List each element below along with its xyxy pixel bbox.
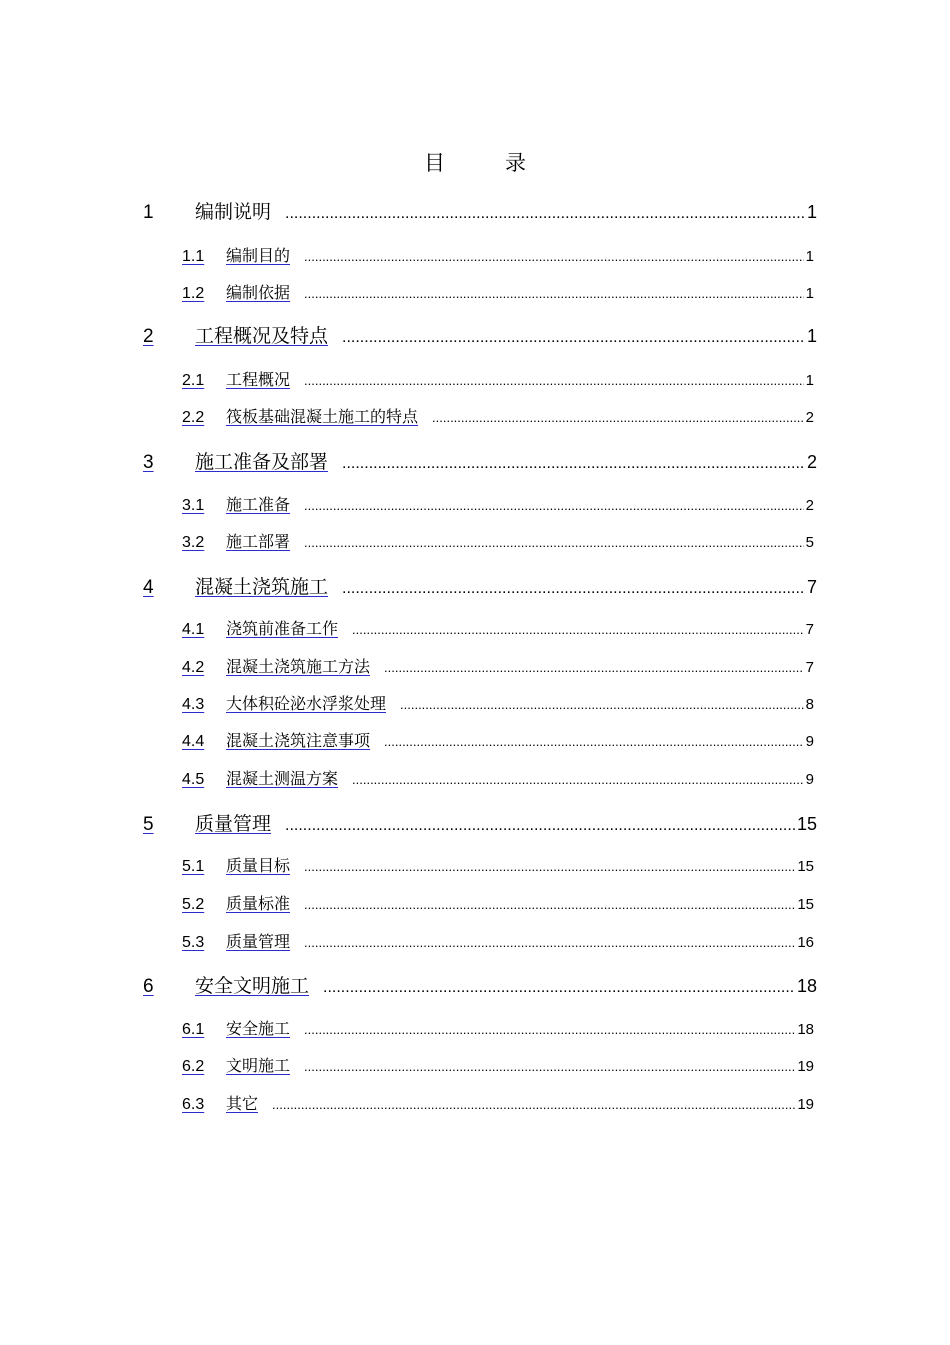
toc-entry-label: 质量管理: [226, 932, 291, 951]
toc-entry-label: 安全文明施工: [195, 975, 310, 997]
toc-entry-page: 7: [805, 621, 814, 638]
toc-entry[interactable]: [182, 280, 814, 303]
toc-entry-page: 18: [797, 1021, 814, 1038]
toc-entry-label: 工程概况及特点: [195, 325, 329, 347]
toc-entry-page: 5: [805, 534, 814, 551]
toc-dot-leader: [285, 205, 805, 223]
toc-entry[interactable]: [182, 492, 814, 515]
toc-entry-number: 4.1: [182, 621, 205, 638]
toc-dot-leader: [285, 817, 795, 835]
toc-entry[interactable]: [182, 367, 814, 390]
toc-entry-number: 1.2: [182, 285, 205, 302]
toc-entry-page: 1: [805, 248, 814, 265]
toc-entry-number: 6.1: [182, 1021, 205, 1038]
toc-entry-number: 5: [143, 814, 154, 835]
toc-dot-leader: [304, 249, 804, 264]
toc-entry-label: 质量管理: [195, 813, 272, 835]
toc-title-char-2: 录: [505, 151, 526, 175]
toc-entry-label: 混凝土浇筑施工方法: [226, 657, 371, 676]
toc-entry-page: 7: [805, 659, 814, 676]
toc-entry[interactable]: [182, 891, 814, 914]
toc-entry-page: 2: [805, 409, 814, 426]
toc-entry-label: 工程概况: [226, 370, 291, 389]
toc-entry-number: 1.1: [182, 248, 205, 265]
toc-dot-leader: [304, 498, 804, 513]
toc-entry-label: 编制说明: [195, 201, 272, 223]
toc-entry-label: 大体积砼泌水浮浆处理: [226, 694, 387, 713]
toc-entry-number: 5.1: [182, 858, 205, 875]
toc-entry-label: 其它: [226, 1094, 259, 1113]
toc-title-char-1: 目: [424, 151, 445, 175]
toc-dot-leader: [323, 979, 795, 997]
toc-entry-number: 2.2: [182, 409, 205, 426]
toc-entry[interactable]: [182, 1016, 814, 1039]
toc-entry[interactable]: [182, 616, 814, 639]
toc-entry-number: 6.2: [182, 1058, 205, 1075]
toc-entry[interactable]: [182, 728, 814, 751]
toc-entry-page: 15: [796, 814, 817, 834]
toc-entry-page: 16: [797, 934, 814, 951]
toc-entry-label: 混凝土测温方案: [226, 769, 339, 788]
toc-entry-page: 15: [797, 896, 814, 913]
toc-entry-page: 9: [805, 771, 814, 788]
toc-entry-number: 3.2: [182, 534, 205, 551]
toc-entry-label: 施工准备及部署: [195, 451, 329, 473]
toc-dot-leader: [342, 455, 805, 473]
toc-entry-label: 质量目标: [226, 856, 291, 875]
toc-entry-number: 3: [143, 452, 154, 473]
toc-dot-leader: [384, 734, 804, 749]
toc-entry-label: 质量标准: [226, 894, 291, 913]
toc-entry-page: 19: [797, 1058, 814, 1075]
toc-dot-leader: [352, 622, 804, 637]
toc-entry-number: 4.2: [182, 659, 205, 676]
toc-entry-label: 编制依据: [226, 283, 291, 302]
toc-dot-leader: [304, 535, 804, 550]
toc-entry-number: 3.1: [182, 497, 205, 514]
toc-dot-leader: [384, 660, 804, 675]
toc-entry-label: 混凝土浇筑施工: [195, 576, 329, 598]
toc-entry[interactable]: [182, 1053, 814, 1076]
toc-entry-label: 施工部署: [226, 532, 291, 551]
toc-entry-page: 1: [805, 372, 814, 389]
toc-entry-number: 6: [143, 976, 154, 997]
toc-entry-label: 筏板基础混凝土施工的特点: [226, 407, 419, 426]
toc-entry-label: 混凝土浇筑注意事项: [226, 731, 371, 750]
toc-entry-page: 2: [805, 497, 814, 514]
toc-entry-number: 5.2: [182, 896, 205, 913]
toc-entry-page: 9: [805, 733, 814, 750]
toc-dot-leader: [304, 373, 804, 388]
toc-entry-page: 8: [805, 696, 814, 713]
toc-dot-leader: [352, 772, 804, 787]
toc-entry[interactable]: [182, 529, 814, 552]
toc-entry-number: 4.4: [182, 733, 205, 750]
toc-entry-label: 文明施工: [226, 1056, 291, 1075]
toc-entry[interactable]: [143, 197, 817, 224]
toc-entry-page: 15: [797, 858, 814, 875]
toc-entry[interactable]: [143, 971, 817, 998]
toc-entry[interactable]: [143, 572, 817, 599]
toc-dot-leader: [304, 935, 795, 950]
toc-entry[interactable]: [143, 321, 817, 348]
toc-entry-page: 7: [806, 577, 817, 597]
toc-dot-leader: [304, 859, 795, 874]
toc-entry-number: 4.5: [182, 771, 205, 788]
toc-entry[interactable]: [182, 929, 814, 952]
toc-entry[interactable]: [182, 853, 814, 876]
toc-entry-page: 18: [796, 976, 817, 996]
toc-dot-leader: [304, 1022, 795, 1037]
toc-dot-leader: [342, 329, 805, 347]
toc-entry[interactable]: [143, 447, 817, 474]
toc-dot-leader: [304, 1059, 795, 1074]
toc-dot-leader: [272, 1097, 795, 1112]
toc-entry[interactable]: [182, 691, 814, 714]
toc-entry-number: 2.1: [182, 372, 205, 389]
toc-entry[interactable]: [182, 1091, 814, 1114]
toc-entry-page: 1: [806, 202, 817, 222]
toc-entry-page: 2: [806, 452, 817, 472]
toc-entry-number: 2: [143, 326, 154, 347]
toc-dot-leader: [342, 580, 805, 598]
toc-entry-number: 5.3: [182, 934, 205, 951]
toc-entry[interactable]: [143, 809, 817, 836]
toc-dot-leader: [304, 897, 795, 912]
toc-title: [0, 147, 950, 177]
toc-entry[interactable]: [182, 243, 814, 266]
toc-entry-number: 1: [143, 202, 154, 223]
toc-entry[interactable]: [182, 654, 814, 677]
toc-entry-label: 施工准备: [226, 495, 291, 514]
toc-entry[interactable]: [182, 766, 814, 789]
toc-entry-number: 4.3: [182, 696, 205, 713]
toc-dot-leader: [432, 410, 804, 425]
toc-entry-number: 4: [143, 577, 154, 598]
toc-entry-page: 19: [797, 1096, 814, 1113]
toc-entry-label: 编制目的: [226, 246, 291, 265]
toc-entry-number: 6.3: [182, 1096, 205, 1113]
toc-entry-page: 1: [805, 285, 814, 302]
toc-entry-page: 1: [806, 326, 817, 346]
toc-entry[interactable]: [182, 404, 814, 427]
toc-entry-label: 浇筑前准备工作: [226, 619, 339, 638]
toc-dot-leader: [400, 697, 804, 712]
toc-dot-leader: [304, 286, 804, 301]
toc-entry-label: 安全施工: [226, 1019, 291, 1038]
